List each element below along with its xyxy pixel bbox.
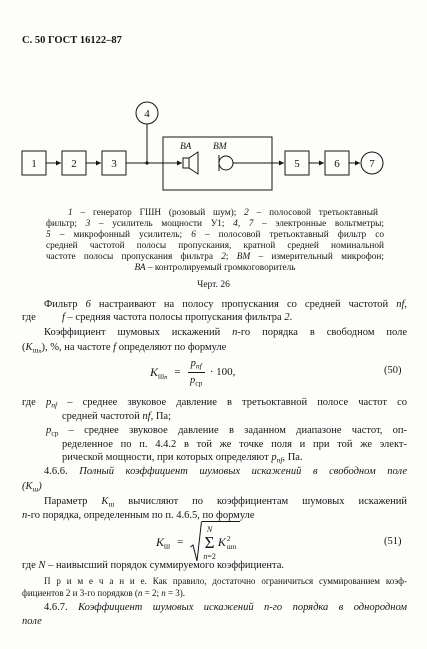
text-run: Коэффициент шумовых искажений — [44, 327, 233, 338]
definition-n-line — [22, 559, 407, 573]
subscript-index: n — [232, 541, 237, 551]
subscript: ш — [32, 345, 39, 355]
subscript: nf — [51, 400, 58, 410]
definition-pcp-line-3 — [62, 451, 407, 465]
where-word: где — [22, 312, 36, 323]
definition-pcp-line-2 — [62, 438, 407, 452]
italic-symbol: 2 — [284, 312, 290, 323]
block-number: 2 — [71, 158, 77, 170]
italic-symbol: n — [161, 588, 166, 598]
italic-symbol: n — [203, 551, 208, 561]
subscript-group — [227, 543, 237, 551]
text-run: фильтр; — [46, 219, 86, 229]
text-run: – полосовой третьоктавный фильтр со — [195, 230, 385, 240]
note-line-2 — [22, 586, 407, 600]
text-run: – усилитель мощности У1; — [90, 219, 234, 229]
text-run: ( — [22, 342, 26, 353]
italic-symbol: N — [38, 560, 46, 571]
text-run: = 2; — [142, 588, 162, 598]
text-run: определяют по формуле — [116, 342, 227, 353]
equals-sign: = — [174, 366, 181, 378]
text-run: ), %, на частоте — [41, 342, 114, 353]
text-run: -го порядка, определенным по п. 4.6.5, по формуле — [27, 510, 255, 521]
text-run: , Па. — [282, 452, 303, 463]
block-number: 7 — [369, 158, 375, 170]
note-label: П р и м е ч а н и е. — [44, 576, 147, 586]
italic-symbol: p — [46, 425, 52, 436]
subscript: ср — [51, 428, 59, 438]
italic-symbol: p — [190, 374, 196, 386]
speaker-icon — [183, 158, 189, 168]
equation-number: (50) — [384, 365, 402, 376]
text-run: = 3). — [165, 588, 186, 598]
text-run: – электронные вольтметры; — [253, 219, 384, 229]
text-run: Как правило, достаточно ограничиться суммированием коэф- — [146, 576, 407, 586]
block-diagram — [0, 95, 427, 200]
microphone-label: ВМ — [213, 142, 227, 152]
total-paragraph-line-1 — [44, 495, 407, 509]
italic-symbol: K — [25, 342, 33, 353]
legend-number: 5 — [46, 230, 51, 240]
section-466-heading-line-2 — [22, 480, 42, 494]
legend-number: 2 — [221, 252, 226, 262]
italic-symbol: nf — [142, 411, 151, 422]
fraction — [188, 358, 205, 387]
italic-symbol: p — [46, 397, 52, 408]
text-run: – контролируемый громкоговоритель — [145, 263, 296, 273]
definition-pnf-line-1 — [46, 396, 407, 410]
italic-symbol: 6 — [85, 299, 91, 310]
fraction-numerator — [188, 358, 205, 373]
formula-lhs — [156, 535, 170, 550]
block-number: 4 — [144, 108, 150, 120]
text-run: – средняя частота полосы пропускания фильтра — [64, 312, 285, 323]
fraction-denominator — [190, 373, 202, 387]
coef-paragraph-line-1 — [44, 326, 407, 340]
formula-lhs — [150, 365, 167, 380]
subscript: ш — [226, 541, 233, 551]
formula-tail: · 100, — [209, 366, 236, 378]
italic-symbol: n — [232, 327, 238, 338]
italic-symbol: n — [22, 510, 28, 521]
italic-symbol: K — [156, 534, 165, 549]
junction-dot — [145, 161, 148, 164]
legend-number: 4, 7 — [233, 219, 254, 229]
legend-symbol: ВА — [134, 263, 146, 273]
italic-symbol: K — [150, 364, 159, 379]
text-run: средней частотой — [62, 411, 143, 422]
coef-paragraph-line-2 — [22, 341, 407, 355]
text-run: Фильтр — [44, 299, 86, 310]
subscript-index: n — [38, 347, 42, 355]
equals-sign: = — [177, 536, 184, 548]
block-number: 6 — [334, 158, 340, 170]
legend-number: 6 — [191, 230, 196, 240]
caption-line-2 — [46, 219, 384, 230]
subscript: ш — [32, 484, 39, 494]
subscript: ср — [195, 377, 203, 387]
formula-51 — [156, 520, 240, 564]
subscript-index: n — [164, 373, 168, 381]
text-run: =2 — [207, 551, 216, 561]
definition-pcp-line-1 — [46, 424, 407, 438]
caption-line-6 — [46, 263, 384, 274]
italic-symbol: f — [113, 342, 117, 353]
radicand — [202, 521, 240, 563]
sum-upper-limit: N — [206, 524, 213, 534]
speaker-cone-icon — [189, 152, 198, 174]
text-run: ( — [22, 481, 26, 492]
sum-operator — [203, 525, 216, 561]
figure-label: Черт. 26 — [197, 280, 230, 290]
section-467-heading-line-2 — [22, 615, 42, 629]
section-467-heading-line-1 — [44, 601, 407, 615]
section-title: поле — [22, 616, 42, 627]
text-run: – измерительный микрофон; — [250, 252, 384, 262]
text-run: – микрофонный усилитель; — [50, 230, 192, 240]
text-run: Параметр — [44, 496, 102, 507]
square-root — [190, 521, 240, 563]
legend-symbol: ВМ — [236, 252, 251, 262]
radical-sign-icon — [190, 521, 202, 563]
caption-line-1 — [68, 208, 378, 219]
section-number: 4.6.7. — [44, 602, 79, 613]
definition-pnf-line-2 — [62, 410, 407, 424]
italic-symbol: nf — [396, 299, 405, 310]
text-run: ) — [38, 481, 42, 492]
text-run: – наивысший порядок суммируемого коэффициента. — [45, 560, 285, 571]
block-number: 1 — [31, 158, 37, 170]
block-number: 3 — [111, 158, 117, 170]
section-title: Коэффициент шумовых искажений n-го порядка в однородном — [78, 602, 408, 613]
italic-symbol: K — [217, 535, 226, 549]
text-run: частоте полосы пропускания фильтра — [46, 252, 222, 262]
text-run: ; — [225, 252, 237, 262]
caption-line-5 — [46, 252, 384, 263]
italic-symbol: n — [137, 588, 143, 598]
text-run: – среднее звуковое давление в третьоктавной полосе частот со — [57, 397, 407, 408]
legend-number: 2 — [244, 208, 249, 218]
filter-paragraph-line-1 — [44, 298, 407, 312]
text-run: – генератор ГШН (розовый шум); — [72, 208, 245, 218]
equation-number: (51) — [384, 536, 402, 547]
where-word: где — [22, 397, 36, 408]
text-run: ределенное по п. 4.4.2 в той же точке поля и при той же элект- — [62, 439, 407, 450]
text-run: вычисляют по коэффициентам шумовых искажений — [114, 496, 407, 507]
italic-symbol: f — [62, 312, 65, 323]
speaker-label: ВА — [180, 142, 192, 152]
text-run: , — [404, 299, 407, 310]
text-run: рической мощности, при которых определяют — [62, 452, 272, 463]
text-run: средней частотой полосы пропускания, кратной средней номинальной — [46, 241, 384, 251]
superscript: 2 — [226, 533, 231, 543]
italic-symbol: p — [271, 452, 277, 463]
italic-symbol: K — [25, 481, 33, 492]
microphone-capsule-icon — [219, 156, 233, 170]
filter-paragraph-line-2 — [62, 311, 407, 325]
term-scripts — [227, 535, 237, 551]
section-466-heading-line-1 — [44, 465, 407, 479]
text-run: настраивают на полосу пропускания со средней частотой — [90, 299, 397, 310]
subscript: ш — [158, 371, 165, 381]
sum-term — [218, 535, 237, 551]
text-run: где — [22, 560, 39, 571]
legend-number: 3 — [85, 219, 91, 229]
italic-symbol: K — [101, 496, 109, 507]
legend-number: 1 — [68, 208, 73, 218]
text-run: фициентов 2 и 3-го порядков ( — [22, 588, 138, 598]
formula-50 — [150, 356, 235, 388]
block-number: 5 — [294, 158, 300, 170]
text-run: . — [289, 312, 293, 323]
italic-symbol: p — [190, 357, 196, 369]
text-run: -го порядка в свободном поле — [237, 327, 407, 338]
text-run: – среднее звуковое давление в заданном диапазоне частот, оп- — [58, 425, 407, 436]
subscript: ш — [164, 541, 171, 551]
caption-line-3 — [46, 230, 384, 241]
subscript: nf — [276, 455, 283, 465]
page-header: С. 50 ГОСТ 16122–87 — [22, 35, 122, 46]
sigma-symbol: Σ — [204, 532, 215, 552]
text-run: – полосовой третьоктавный — [248, 208, 378, 218]
caption-line-4 — [46, 241, 384, 252]
subscript: ш — [108, 499, 115, 509]
section-number: 4.6.6. — [44, 466, 80, 477]
section-title: Полный коэффициент шумовых искажений в свободном поле — [79, 466, 407, 477]
subscript: nf — [195, 360, 202, 370]
text-run: , Па; — [150, 411, 171, 422]
